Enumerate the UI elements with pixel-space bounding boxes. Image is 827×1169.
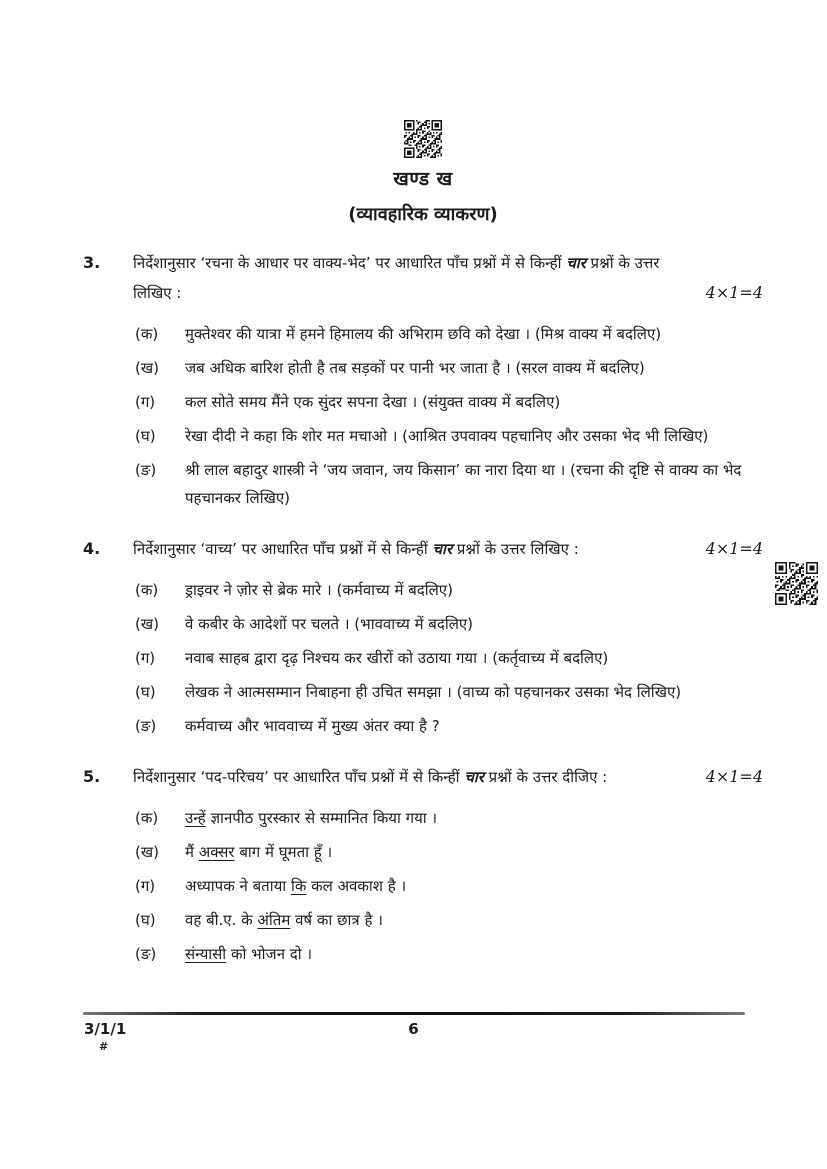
subquestion-label: (ग) <box>135 649 156 667</box>
emphasized-word: चार <box>464 768 484 786</box>
subquestion-row <box>135 354 763 382</box>
subquestions <box>135 320 763 512</box>
qr-code-icon <box>775 562 818 605</box>
subquestion-text <box>185 804 763 832</box>
subquestion-row <box>135 906 763 934</box>
subquestion-label: (ख) <box>135 843 159 861</box>
top-qr-wrapper <box>83 0 763 158</box>
subquestion-label: (ग) <box>135 877 156 895</box>
question-line <box>133 248 693 308</box>
subquestion-text <box>185 388 763 416</box>
footer-divider <box>83 1012 745 1015</box>
subquestion-label: (घ) <box>135 683 156 701</box>
subquestion-row <box>135 576 763 604</box>
subquestion-text <box>185 712 763 740</box>
text-span: प्रश्नों के उत्तर लिखिए : <box>133 254 660 302</box>
subquestion-text <box>185 872 763 900</box>
underlined-word: कि <box>290 877 307 895</box>
subquestion-row <box>135 940 763 968</box>
subquestion-label: (घ) <box>135 911 156 929</box>
subquestion-label: (ख) <box>135 615 159 633</box>
subquestion-text <box>185 422 763 450</box>
subquestion-row <box>135 804 763 832</box>
subquestion-row <box>135 872 763 900</box>
subquestion-row <box>135 838 763 866</box>
page-number: 6 <box>408 1020 419 1038</box>
subquestion-row <box>135 678 763 706</box>
subquestion-label: (क) <box>135 325 159 343</box>
subquestion-row <box>135 712 763 740</box>
text-span: कर्मवाच्य और भाववाच्य में मुख्य अंतर क्या है ? <box>185 717 440 735</box>
text-span: निर्देशानुसार ‘रचना के आधार पर वाक्य-भेद’ पर आधारित पाँच प्रश्नों में से किन्हीं <box>133 254 567 272</box>
subquestions <box>135 804 763 968</box>
text-span: वह बी.ए. के <box>185 911 258 929</box>
section-heading: खण्ड ख <box>393 168 453 190</box>
question-number: 4. <box>83 539 101 558</box>
underlined-word: अंतिम <box>257 911 291 929</box>
text-span: मुक्तेश्वर की यात्रा में हमने हिमालय की अभिराम छवि को देखा । (मिश्र वाक्य में बदलिए) <box>185 325 662 343</box>
text-span: को भोजन दो । <box>226 945 313 963</box>
subquestion-row <box>135 422 763 450</box>
subquestion-text <box>185 354 763 382</box>
question-line <box>133 762 693 792</box>
text-span: मैं <box>185 843 199 861</box>
text-span: नवाब साहब द्वारा दृढ़ निश्चय कर खीरों को उठाया गया । (कर्तृवाच्य में बदलिए) <box>185 649 609 667</box>
subquestion-text <box>185 838 763 866</box>
question-block-5 <box>83 762 763 968</box>
question-text <box>133 762 763 792</box>
subquestion-row <box>135 644 763 672</box>
subquestion-label: (ङ) <box>135 717 157 735</box>
subquestion-row <box>135 610 763 638</box>
hash-mark: # <box>99 1040 109 1053</box>
subquestion-label: (क) <box>135 581 159 599</box>
emphasized-word: चार <box>566 254 586 272</box>
text-span: वे कबीर के आदेशों पर चलते । (भाववाच्य में बदलिए) <box>185 615 474 633</box>
subquestion-text <box>185 320 763 348</box>
section-subtitle: (व्यावहारिक व्याकरण) <box>348 204 498 225</box>
subquestion-text <box>185 678 763 706</box>
subquestion-label: (क) <box>135 809 159 827</box>
text-span: कल सोते समय मैंने एक सुंदर सपना देखा । (संयुक्त वाक्य में बदलिए) <box>185 393 561 411</box>
subquestion-text <box>185 576 763 604</box>
text-span: श्री लाल बहादुर शास्त्री ने ‘जय जवान, जय किसान’ का नारा दिया था । (रचना की दृष्टि से वाक्य का भेद पहचानकर लिखिए) <box>185 461 742 507</box>
marks-label: 4×1=4 <box>705 767 763 786</box>
subquestion-row <box>135 456 763 512</box>
text-span: कल अवकाश है । <box>306 877 407 895</box>
text-span: प्रश्नों के उत्तर दीजिए : <box>483 768 608 786</box>
question-header <box>83 762 763 792</box>
subquestion-label: (ग) <box>135 393 156 411</box>
text-span: प्रश्नों के उत्तर लिखिए : <box>452 540 579 558</box>
text-span: अध्यापक ने बताया <box>185 877 291 895</box>
subquestion-label: (ख) <box>135 359 159 377</box>
question-number: 3. <box>83 253 101 272</box>
question-number: 5. <box>83 767 101 786</box>
text-span: वर्ष का छात्र है । <box>290 911 383 929</box>
question-header <box>83 248 763 308</box>
subquestions <box>135 576 763 740</box>
text-span: लेखक ने आत्मसम्मान निबाहना ही उचित समझा । (वाच्य को पहचानकर उसका भेद लिखिए) <box>185 683 682 701</box>
text-span: निर्देशानुसार ‘पद-परिचय’ पर आधारित पाँच प्रश्नों में से किन्हीं <box>133 768 465 786</box>
text-span: बाग में घूमता हूँ । <box>234 843 333 861</box>
question-text <box>133 534 763 564</box>
underlined-word: उन्हें <box>185 809 206 827</box>
subquestion-text <box>185 610 763 638</box>
marks-label: 4×1=4 <box>705 539 763 558</box>
subquestion-text <box>185 940 763 968</box>
questions-list <box>83 248 763 968</box>
text-span: जब अधिक बारिश होती है तब सड़कों पर पानी भर जाता है । (सरल वाक्य में बदलिए) <box>185 359 645 377</box>
subquestion-label: (ङ) <box>135 461 157 479</box>
question-header <box>83 534 763 564</box>
text-span: रेखा दीदी ने कहा कि शोर मत मचाओ । (आश्रित उपवाक्य पहचानिए और उसका भेद भी लिखिए) <box>185 427 709 445</box>
text-span: ड्राइवर ने ज़ोर से ब्रेक मारे । (कर्मवाच्य में बदलिए) <box>185 581 453 599</box>
question-block-4 <box>83 534 763 740</box>
qr-code-icon <box>404 120 442 158</box>
text-span: ज्ञानपीठ पुरस्कार से सम्मानित किया गया । <box>205 809 438 827</box>
marks-label: 4×1=4 <box>705 283 763 302</box>
subquestion-text <box>185 644 763 672</box>
paper-code: 3/1/1 <box>84 1020 127 1038</box>
subquestion-text <box>185 456 763 512</box>
emphasized-word: चार <box>432 540 453 558</box>
subquestion-row <box>135 388 763 416</box>
underlined-word: संन्यासी <box>185 945 227 963</box>
subquestion-label: (ङ) <box>135 945 157 963</box>
text-span: निर्देशानुसार ‘वाच्य’ पर आधारित पाँच प्रश्नों में से किन्हीं <box>133 540 433 558</box>
question-text <box>133 248 763 308</box>
underlined-word: अक्सर <box>198 843 235 861</box>
question-block-3 <box>83 248 763 512</box>
subquestion-text <box>185 906 763 934</box>
question-line <box>133 534 693 564</box>
subquestion-row <box>135 320 763 348</box>
subquestion-label: (घ) <box>135 427 156 445</box>
